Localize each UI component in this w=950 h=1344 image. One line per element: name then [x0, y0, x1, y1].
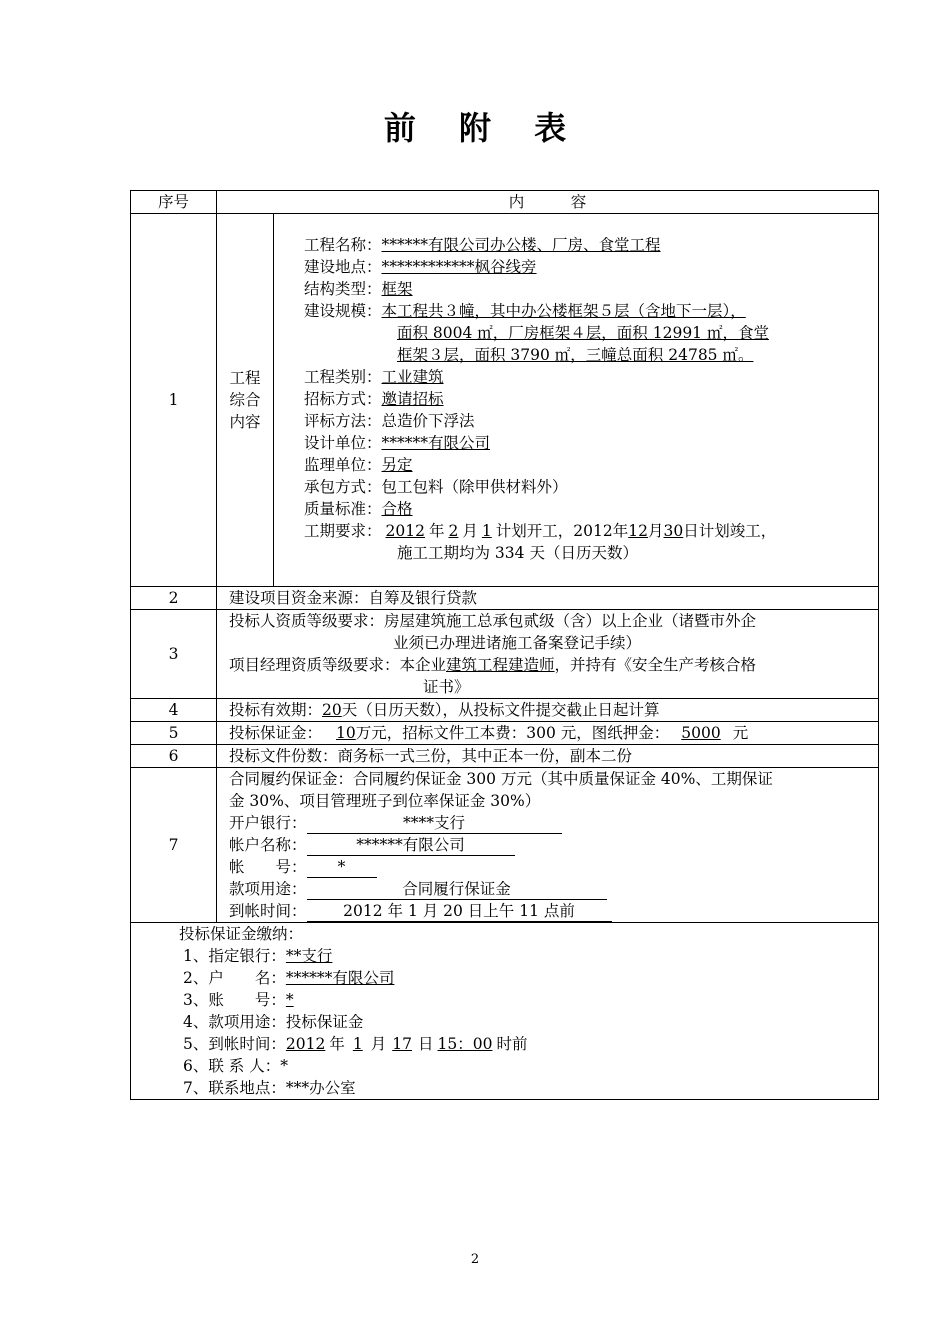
- bid-deposit-item: 4、款项用途：投标保证金: [183, 1013, 364, 1031]
- project-details: [274, 214, 879, 587]
- field-line: 质量标准：合格: [304, 500, 413, 518]
- category-text: 内容: [229, 413, 261, 431]
- bond-line: 合同履约保证金：合同履约保证金 300 万元（其中质量保证金 40%、工期保证: [229, 770, 773, 788]
- row-number: 1: [131, 214, 217, 587]
- table-row-2: [131, 587, 879, 610]
- table-row-1: [131, 214, 879, 587]
- field-line: 建设规模：本工程共３幢，其中办公楼框架５层（含地下一层），: [304, 302, 746, 320]
- table-row-7: [131, 768, 879, 923]
- field-line: 承包方式：包工包料（除甲供材料外）: [304, 478, 568, 496]
- bid-deposit-heading: 投标保证金缴纳：: [179, 925, 304, 943]
- row-number: 2: [131, 587, 217, 610]
- field-line: 工程类别：工业建筑: [304, 368, 444, 386]
- table-row-6: [131, 745, 879, 768]
- table-row-5: [131, 722, 879, 745]
- field-line: 监理单位：另定: [304, 456, 413, 474]
- qualification-line: 业须已办理进诸施工备案登记手续）: [393, 634, 642, 652]
- bond-field: 帐户名称： ******有限公司: [229, 834, 872, 856]
- field-line: 设计单位：******有限公司: [304, 434, 491, 452]
- bond-line: 金 30%、项目管理班子到位率保证金 30%）: [229, 792, 541, 810]
- appendix-table: [130, 190, 879, 1100]
- field-line: 面积 8004 ㎡，厂房框架４层，面积 12991 ㎡，食堂: [397, 324, 769, 342]
- bid-deposit-item: 7、联系地点：***办公室: [183, 1079, 356, 1097]
- category-cell: [217, 214, 274, 587]
- bond-field: 开户银行： ****支行: [229, 812, 872, 834]
- header-content: 内 容: [217, 191, 879, 214]
- field-line: 建设地点：************枫谷线旁: [304, 258, 537, 276]
- bond-field: 款项用途： 合同履行保证金: [229, 878, 872, 900]
- table-row-3: [131, 610, 879, 699]
- bid-deposit-item: 1、指定银行：**支行: [183, 947, 333, 965]
- performance-bond: [217, 768, 879, 923]
- bond-field: 到帐时间： 2012 年 1 月 20 日上午 11 点前: [229, 900, 872, 922]
- bid-deposit-time: 5、到帐时间：2012 年 1 月 17 日 15：00 时前: [183, 1035, 528, 1053]
- category-text: 工程: [229, 369, 261, 387]
- field-line: 结构类型：框架: [304, 280, 413, 298]
- field-line: 评标方法：总造价下浮法: [304, 412, 475, 430]
- bid-deposit-row: [131, 923, 879, 1100]
- qualification-line: 项目经理资质等级要求：本企业建筑工程建造师，并持有《安全生产考核合格: [229, 656, 757, 674]
- row-number: 4: [131, 699, 217, 722]
- page-title: 前 附 表: [383, 109, 583, 147]
- bid-deposit-item: 6、联 系 人：*: [183, 1057, 288, 1075]
- row-number: 6: [131, 745, 217, 768]
- qualification-line: 投标人资质等级要求：房屋建筑施工总承包贰级（含）以上企业（诸暨市外企: [229, 612, 757, 630]
- field-line: 工程名称：******有限公司办公楼、厂房、食堂工程: [304, 236, 661, 254]
- qualification-cell: [217, 610, 879, 699]
- funding-source: 建设项目资金来源：自筹及银行贷款: [217, 587, 879, 610]
- table-header-row: [131, 191, 879, 214]
- category-text: 综合: [229, 391, 261, 409]
- bid-bond: 投标保证金： 10万元，招标文件工本费：300 元，图纸押金： 5000 元: [217, 722, 879, 745]
- bond-field: 帐 号： *: [229, 856, 872, 878]
- row-number: 3: [131, 610, 217, 699]
- schedule-line: 工期要求： 2012 年 2 月 1 计划开工，2012年12月30日计划竣工，: [304, 522, 777, 540]
- field-line: 招标方式：邀请招标: [304, 390, 444, 408]
- bid-copies: 投标文件份数：商务标一式三份，其中正本一份，副本二份: [217, 745, 879, 768]
- header-no: 序号: [131, 191, 217, 214]
- page-number: 2: [470, 1252, 480, 1267]
- table-row-4: [131, 699, 879, 722]
- bid-deposit-item: 3、账 号：*: [183, 991, 294, 1009]
- bid-deposit-item: 2、户 名：******有限公司: [183, 969, 395, 987]
- bid-validity: 投标有效期：20天（日历天数），从投标文件提交截止日起计算: [217, 699, 879, 722]
- qualification-line: 证书》: [423, 678, 470, 696]
- bid-deposit-section: [131, 923, 879, 1100]
- row-number: 7: [131, 768, 217, 923]
- row-number: 5: [131, 722, 217, 745]
- field-line: 框架３层，面积 3790 ㎡，三幢总面积 24785 ㎡。: [397, 346, 754, 364]
- schedule-line-2: 施工工期均为 334 天（日历天数）: [397, 544, 638, 562]
